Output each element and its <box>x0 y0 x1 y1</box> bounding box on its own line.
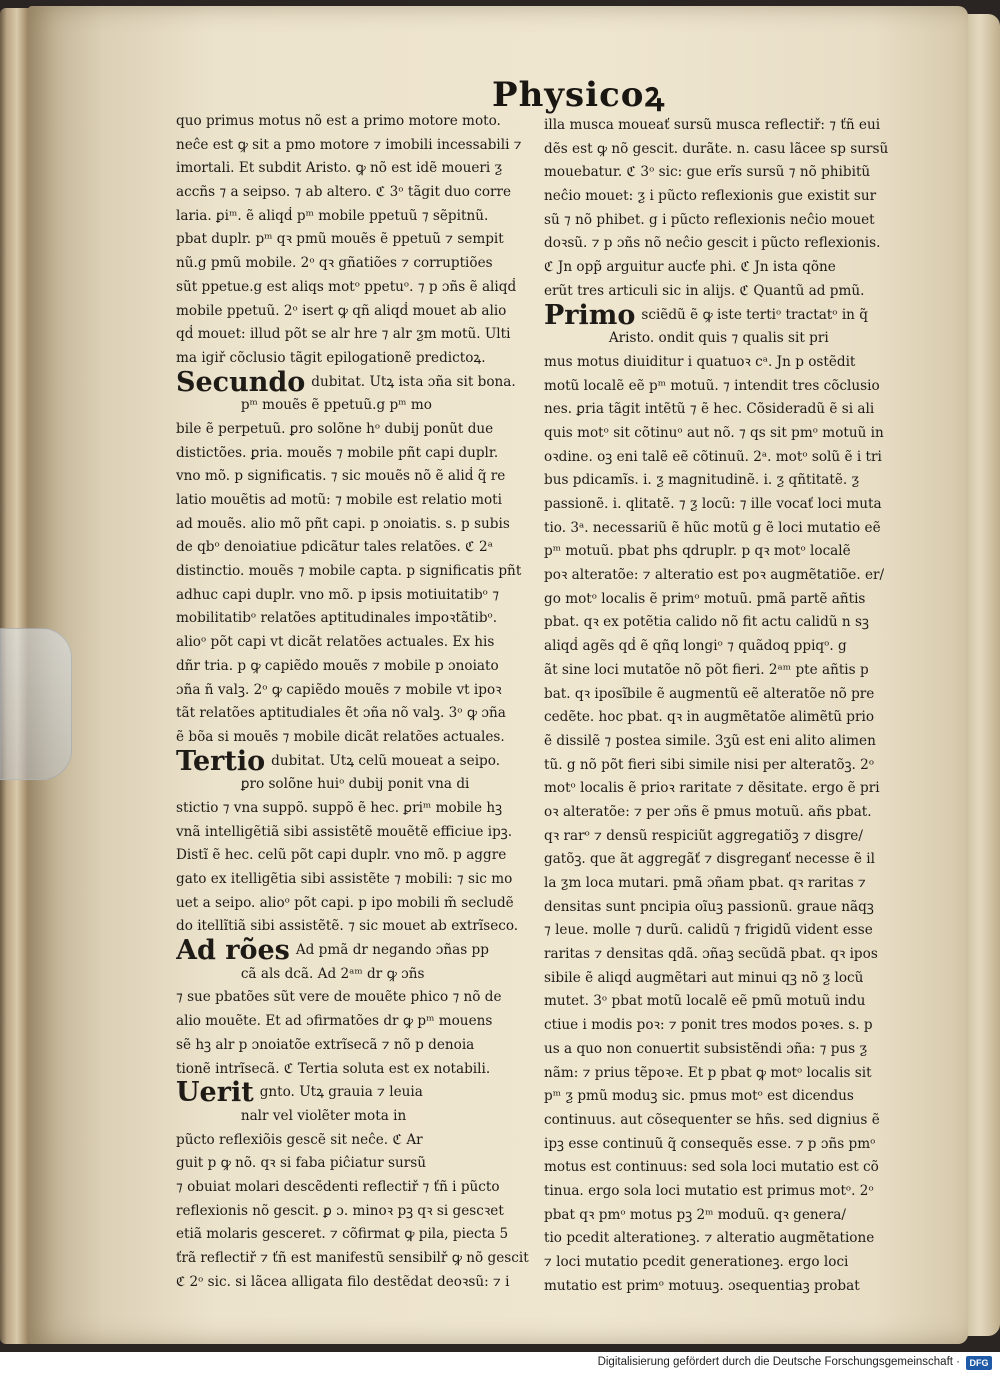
text-line: dñr tria. p ꝙ capiẽdo mouẽs ⁊ mobile p ɔnoiato <box>176 657 499 674</box>
text-line: bat. qꝛ iposĩbile ẽ augmentũ eẽ alteratõe nõ pre <box>544 685 875 702</box>
text-line: pũcto reflexiõis gescẽ sit neĉe. ℭ Ar <box>176 1131 423 1148</box>
text-line: ma igiř cõclusio tãgit epilogationẽ predictoꝝ. <box>176 349 486 366</box>
text-line: alioᵒ põt capi vt dicãt relatões actuales. Ex his <box>176 634 495 651</box>
text-line: distictões. ꝑria. mouẽs ⁊ mobile pñt capi duplr. <box>176 444 499 461</box>
text-line: mus motus diuiditur i quatuoꝛ cᵃ. Jn p ostẽdit <box>544 353 856 370</box>
text-line: sibile ẽ aliqḋ augmẽtari aut minui qꝫ nõ ƺ locũ <box>544 969 864 986</box>
primo-second-line: Aristo. ondit quis ⁊ qualis sit pri <box>544 330 829 347</box>
text-line: motũ localẽ eẽ pᵐ motuũ. ⁊ intendit tres cõclusio <box>544 377 880 394</box>
ad-rones-first-line <box>176 935 536 967</box>
text-line: quo primus motus nõ est a primo motore moto. <box>176 113 501 129</box>
text-line: nũ.g pmũ mobile. 2ᵒ qꝛ gñatiões ⁊ corruptiões <box>176 255 493 272</box>
secundo-initial: Secundo <box>176 366 306 398</box>
text-line: sũt ppetue.g est aliqs motᵒ ppetuᵒ. ⁊ p ɔñs ẽ aliqḋ <box>176 278 517 295</box>
left-column <box>176 110 536 1294</box>
text-line: motus est continuus: sed sola loci mutatio est cõ <box>544 1159 879 1176</box>
text-line: do itellĩtiã sibi assistẽtẽ. ⁊ sic mouet ab extrĩseco. <box>176 918 519 935</box>
text-line: dẽs est ꝙ nõ gescit. durãte. n. casu lãcee sp sursũ <box>544 140 889 157</box>
funding-notice: Digitalisierung gefördert durch die Deutsche Forschungsgemeinschaft · <box>597 1356 960 1368</box>
text-line: tãt relatões aptitudiales ẽt ɔña nõ valꝫ. 3ᵒ ꝙ ɔña <box>176 705 506 722</box>
text-line: de qbᵒ denoiatiue pdicãtur tales relatões. ℭ 2ᵃ <box>176 539 493 556</box>
text-line: pᵐ motuũ. pbat phs qdruplr. p qꝛ motᵒ localẽ <box>544 543 851 560</box>
text-line: la ƺm loca mutari. pmã ɔñam pbat. qꝛ raritas ⁊ <box>544 875 866 891</box>
text-line: mobilitatibᵒ relatões aptitudinales impoꝛtãtibᵒ. <box>176 610 498 627</box>
verit-second-line: nalr vel violẽter mota in <box>176 1107 407 1124</box>
primo-initial: Primo <box>544 299 636 331</box>
text-line: bus pdicamĩs. i. ƺ magnitudinẽ. i. ƺ qñtitatẽ. ƺ <box>544 472 860 489</box>
tertio-second-line: ꝑro solõne huiᵒ dubij ponit vna di <box>176 776 470 793</box>
ad-rones-initial: Ad rões <box>176 935 290 967</box>
text-line: ⁊ leue. molle ⁊ durũ. calidũ ⁊ frigidũ vident esse <box>544 922 873 939</box>
text-line: pbat duplr. pᵐ qꝛ pmũ mouẽs ẽ ppetuũ ⁊ sempit <box>176 231 504 248</box>
text-line: reflexionis nõ gescit. ꝑ ɔ. minoꝛ pꝫ qꝛ si gescꝛet <box>176 1202 504 1219</box>
text-line: cedẽte. hoc pbat. qꝛ in augmẽtatõe alimẽtũ prio <box>544 709 875 726</box>
tertio-initial: Tertio <box>176 745 266 777</box>
text-line: ad mouẽs. alio mõ pñt capi. p ɔnoiatis. s. p subis <box>176 515 510 532</box>
text-line: guit p ꝙ nõ. qꝛ si faba piĉiatur sursũ <box>176 1155 426 1172</box>
tertio-heading-text: dubitat. Utꝝ celũ moueat a seipo. <box>271 752 501 769</box>
text-line: ⁊ obuiat molari descẽdenti reflectiř ⁊ ťñ i pũcto <box>176 1178 500 1195</box>
text-line: gatõꝫ. que ãt aggregãť ⁊ disgreganť necesse ẽ il <box>544 851 875 868</box>
text-line: aliqḋ agẽs qḋ ẽ qñq longiᵒ ⁊ quãdoq ppiqᵒ. g <box>544 638 847 655</box>
primo-heading-text: sciẽdũ ẽ ꝙ iste tertiᵒ tractatᵒ in q̃ <box>641 306 868 323</box>
text-line: oꝛdine. oꝫ eni talẽ eẽ cõtinuũ. 2ᵃ. motᵒ solũ ẽ i tri <box>544 448 882 465</box>
text-line: bile ẽ perpetuũ. ꝑro solõne hᵒ dubij ponũt due <box>176 420 494 437</box>
text-line: ℭ 2ᵒ sic. si lãcea alligata filo destẽdat deoꝛsũ: ⁊ i <box>176 1273 510 1290</box>
verit-heading-text: gnto. Utꝝ grauia ⁊ leuia <box>259 1084 423 1101</box>
text-line: nes. ꝑria tãgit intẽtũ ⁊ ẽ hec. Cõsideradũ ẽ si ali <box>544 401 875 418</box>
text-line: sẽ hꝫ alr p ɔnoiatõe extrĩsecã ⁊ nõ p denoia <box>176 1036 475 1053</box>
text-line: neĉe est ꝙ sit a pmo motore ⁊ imobili incessabili ⁊ <box>176 136 522 153</box>
glass-page-weight <box>0 628 72 780</box>
text-line: ipꝫ esse continuũ q̃ consequẽs esse. ⁊ p ɔñs pmᵒ <box>544 1135 876 1152</box>
text-line: vnã intelligẽtiã sibi assistẽtẽ mouẽtẽ efficiue ipꝫ. <box>176 823 513 840</box>
text-line: neĉio mouet: ƺ i pũcto reflexionis gue existit sur <box>544 188 877 205</box>
primo-first-line <box>544 299 914 331</box>
text-line: densitas sunt pncipia oĩuꝫ passionũ. graue nãqꝫ <box>544 898 874 915</box>
secundo-second-line: pᵐ mouẽs ẽ ppetuũ.g pᵐ mo <box>176 397 432 414</box>
text-line: qꝛ rarᵒ ⁊ densũ respiciũt aggregatiõꝫ ⁊ disgre/ <box>544 827 863 844</box>
running-head: Physicoꝝ <box>492 75 666 115</box>
text-line: tio. 3ᵃ. necessariũ ẽ hũc motũ g ẽ loci mutatio eẽ <box>544 519 881 536</box>
text-line: tinua. ergo sola loci mutatio est primus motᵒ. 2ᵒ <box>544 1182 874 1199</box>
dfg-logo[interactable]: DFG <box>966 1356 992 1370</box>
text-line: latio mouẽtis ad motũ: ⁊ mobile est relatio moti <box>176 492 502 508</box>
text-line: mobile ppetuũ. 2ᵒ isert ꝙ qñ aliqḋ mouet ab alio <box>176 302 507 319</box>
text-line: alio mouẽte. Et ad ɔfirmatões dr ꝙ pᵐ mouens <box>176 1013 493 1030</box>
text-line: pbat qꝛ pmᵒ motus pꝫ 2ᵐ moduũ. qꝛ genera/ <box>544 1206 846 1223</box>
text-line: oꝛ alteratõe: ⁊ per ɔñs ẽ pmus motuũ. añs pbat. <box>544 803 872 820</box>
text-line: mutatio est primᵒ motuuꝫ. ɔsequentiaꝫ probat <box>544 1277 860 1294</box>
text-line: pᵐ ƺ pmũ moduꝫ sic. pmus motᵒ est dicendus <box>544 1088 854 1105</box>
text-line: tio pcedit alterationeꝫ. ⁊ alteratio augmẽtatione <box>544 1230 875 1247</box>
text-line: Distĩ ẽ hec. celũ põt capi duplr. vno mõ. p aggre <box>176 847 507 864</box>
text-line: ɔña ñ valꝫ. 2ᵒ ꝙ capiẽdo mouẽs ⁊ mobile vt ipoꝛ <box>176 681 502 698</box>
text-line: nãm: ⁊ prius tẽpoꝛe. Et p pbat ꝙ motᵒ localis sit <box>544 1064 872 1081</box>
text-line: adhuc capi duplr. vno mõ. p ipsis motiuitatibᵒ ⁊ <box>176 586 499 603</box>
text-line: quis motᵒ sit cõtinuᵒ aut nõ. ⁊ qs sit pmᵒ motuũ in <box>544 424 884 441</box>
text-line: imortali. Et subdit Aristo. ꝙ nõ est idẽ moueri ƺ <box>176 160 503 177</box>
text-line: pbat. qꝛ ex potẽtia calido nõ fit actu calidũ n sꝫ <box>544 614 869 631</box>
text-line: vno mõ. p significatis. ⁊ sic mouẽs nõ ẽ aliḋ q̃ re <box>176 468 506 485</box>
text-line: motᵒ localis ẽ prioꝛ raritate ⁊ dẽsitate. ergo ẽ pri <box>544 780 880 797</box>
text-line: ẽ bõa si mouẽs ⁊ mobile dicãt relatões actuales. <box>176 728 505 745</box>
text-line: uet a seipo. alioᵒ põt capi. p ipo mobili m̃ secludẽ <box>176 894 514 911</box>
tertio-first-line <box>176 745 536 777</box>
text-line: stictio ⁊ vna suppõ. suppõ ẽ hec. ꝑriᵐ mobile hꝫ <box>176 799 503 816</box>
text-line: us a quo non conuertit subsistẽndi ɔña: ⁊ pus ƺ <box>544 1040 868 1057</box>
text-line: etiã molaris gesceret. ⁊ cõfirmat ꝙ pila, piecta 5 <box>176 1226 509 1243</box>
text-line: distinctio. mouẽs ⁊ mobile capta. p significatis pñt <box>176 563 522 580</box>
text-line: passionẽ. i. qlitatẽ. ⁊ ƺ locũ: ⁊ ille vocať loci muta <box>544 496 882 512</box>
text-line: gato ex itelligẽtia sibi assistẽte ⁊ mobili: ⁊ sic mo <box>176 871 513 887</box>
verit-first-line <box>176 1077 536 1109</box>
verit-initial: Uerit <box>176 1077 254 1109</box>
text-line: mutet. 3ᵒ pbat motũ localẽ eẽ pmũ motuũ indu <box>544 993 866 1010</box>
secundo-first-line <box>176 366 536 398</box>
text-line: tionẽ intrĩsecã. ℭ Tertia soluta est ex notabili. <box>176 1060 491 1077</box>
text-line: tũ. g nõ põt fieri sibi simile nisi per alteratõꝫ. 2ᵒ <box>544 756 875 773</box>
text-line: qḋ mouet: illud põt se alr hre ⁊ alr ƺm motũ. Ulti <box>176 326 511 343</box>
text-line: ãt sine loci mutatõe nõ põt fieri. 2ᵃᵐ pte añtis p <box>544 661 869 678</box>
text-line: poꝛ alteratõe: ⁊ alteratio est poꝛ augmẽtatiõe. er/ <box>544 567 885 584</box>
text-line: accñs ⁊ a seipso. ⁊ ab altero. ℭ 3ᵒ tãgit duo corre <box>176 184 512 201</box>
text-line: go motᵒ localis ẽ primᵒ motuũ. pmã partẽ añtis <box>544 590 866 607</box>
book-right-edge <box>966 14 1000 1336</box>
text-line: mouebatur. ℭ 3ᵒ sic: gue erĩs sursũ ⁊ nõ phibitũ <box>544 164 871 181</box>
right-column <box>544 114 914 1298</box>
footer-bar <box>0 1352 1000 1374</box>
ad-rones-heading-text: Ad pmã dr negando ɔñas pp <box>295 942 489 959</box>
text-line: laria. ꝑiᵐ. ẽ aliqḋ pᵐ mobile ppetuũ ⁊ sẽpitnũ. <box>176 207 489 224</box>
secundo-heading-text: dubitat. Utꝝ ista ɔña sit bona. <box>311 373 516 390</box>
text-line: ℭ Jn opp̃ arguitur aucťe phi. ℭ Jn ista qõne <box>544 259 836 276</box>
text-line: erũt tres articuli sic in alijs. ℭ Quantũ ad pmũ. <box>544 282 865 299</box>
text-line: ťrã reflectiř ⁊ ťñ est manifestũ sensibilř ꝙ nõ gescit <box>176 1250 529 1266</box>
text-line: doꝛsũ. ⁊ p ɔñs nõ neĉio gescit i pũcto reflexionis. <box>544 235 881 252</box>
text-line: raritas ⁊ densitas qdã. ɔñaꝫ secũdã pbat. qꝛ ipos <box>544 946 878 963</box>
ad-rones-second-line: cã als dcã. Ad 2ᵃᵐ dr ꝙ ɔñs <box>176 965 425 982</box>
text-line: ⁊ sue pbatões sũt vere de mouẽte phico ⁊ nõ de <box>176 989 502 1006</box>
text-line: ẽ dissilẽ ⁊ postea simile. 3ʒũ est eni alito alimen <box>544 732 876 749</box>
text-line: ⁊ loci mutatio pcedit generationeꝫ. ergo loci <box>544 1254 849 1270</box>
text-line: illa musca moueať sursũ musca reflectiř: ⁊ ťñ eui <box>544 117 881 133</box>
text-line: continuus. aut cõsequenter se hñs. sed dignius ẽ <box>544 1111 880 1128</box>
text-line: sũ ⁊ nõ phibet. g i pũcto reflexionis neĉio mouet <box>544 211 875 228</box>
text-line: ctiue i modis poꝛ: ⁊ ponit tres modos poꝛes. s. p <box>544 1017 873 1034</box>
